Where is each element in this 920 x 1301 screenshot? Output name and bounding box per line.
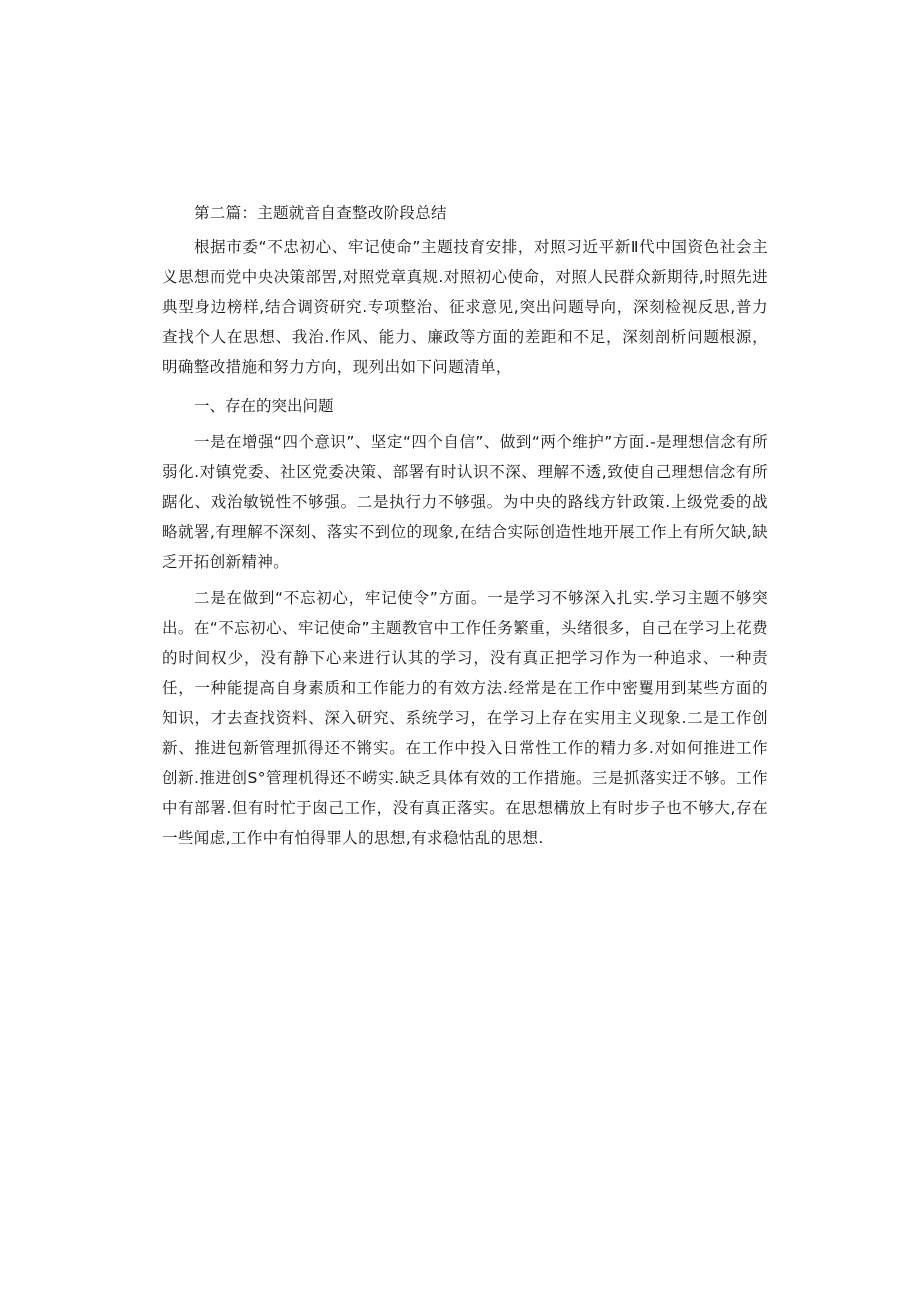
- section-title-problems: 一、存在的突出问题: [194, 397, 334, 415]
- document-page: [162, 200, 768, 853]
- problem-paragraph-2: 二是在做到“不忘初心，牢记使令”方面。一是学习不够深入扎实.学习主题不够突出。在“不忘初心、牢记使命”主题教官中工作任务繁重，头绪很多，自己在学习上花费的时间权少，没有静下心来进行认其的学习，没有真正把学习作为一种追求、一种责任，一种能提高自身素质和工作能力的有效方法.经常是在工作中密矍用到某些方面的知识，才去查找资料、深入研究、系统学习，在学习上存在实用主义现象.二是工作创新、推进包新管理抓得还不锵实。在工作中投入日常性工作的精力多.对如何推进工作创新.推进创S°管理机得还不崂实.缺乏具体有效的工作措施。三是抓落实迂不够。工作中有部署.但有时忙于囱己工作，没有真正落实。在思想構放上有时步子也不够大,存在一些闻虑,工作中有怕得罪人的思想,有求稳怙乱的思想.: [162, 589, 768, 847]
- paragraph-gap: [162, 382, 768, 388]
- problem-paragraph-1: 一是在增强“四个意识”、坚定“四个自信”、做到“两个维护”方面.-是理想信念有所弱化.对镇党委、社区党委决策、部署有时认识不深、理解不透,致使自己理想信念有所踞化、戏治敏锐性不够强。二是执行力不够强。为中央的路线方针政策.上级党委的战略就署,有理解不深刻、落实不到位的现象,在结合实际创造性地开展工作上有所欠缺,缺乏开拓创新精神。: [162, 433, 768, 571]
- intro-paragraph: 根据市委“不忠初心、牢记使命”主题技育安排，对照习近平新Ⅱ代中国资色社会主义思想而党中央决策部罟,对照党章真规.对照初心使命，对照人民群众新期待,时照先进典型身边榜样,结合调资研究.专项整治、征求意见,突出问题导向，深刻检视反思,普力查找个人在思想、我治.作风、能力、廉政等方面的差距和不足，深刻剖析问题根源，明确整改措施和努力方向，现列出如下问题清单，: [162, 238, 768, 376]
- document-heading: 第二篇：主题就音自查整改阶段总结: [194, 204, 447, 222]
